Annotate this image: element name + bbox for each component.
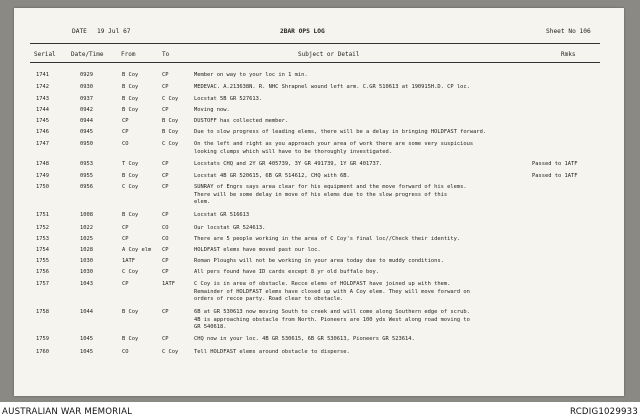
serial-number: 1754: [36, 247, 49, 253]
entry-time: 0950: [80, 141, 93, 147]
entry-time: 1008: [80, 212, 93, 218]
entry-to: CP: [162, 184, 169, 190]
entry-to: B Coy: [162, 118, 179, 124]
entry-from: CP: [122, 236, 129, 242]
serial-number: 1747: [36, 141, 49, 147]
subject-line: Tell HOLDFAST elems around obstacle to disperse.: [194, 349, 350, 355]
subject-line: Locstat 4B GR 520615, 6B GR 514612, CHQ with 6B.: [194, 173, 350, 179]
subject-line: MEDEVAC. A.213638N. R. NHC Shrapnel wound left arm. C.GR 510613 at 190915H.D. CP loc.: [194, 84, 470, 90]
entry-from: B Coy: [122, 96, 139, 102]
entry-time: 0945: [80, 129, 93, 135]
col-to: To: [162, 51, 170, 58]
entry-from: C Coy: [122, 184, 139, 190]
entry-time: 1028: [80, 247, 93, 253]
serial-number: 1743: [36, 96, 49, 102]
entry-time: 0929: [80, 72, 93, 78]
entry-from: CP: [122, 225, 129, 231]
subject-line: There will be some delay in move of his elems due to the slow progress of this: [194, 191, 448, 198]
entry-from: CO: [122, 141, 129, 147]
entry-time: 1043: [80, 281, 93, 287]
entry-time: 0953: [80, 161, 93, 167]
subject-line: looking clumps which will have to be thoroughly investigated.: [194, 148, 392, 155]
serial-number: 1749: [36, 173, 49, 179]
serial-number: 1750: [36, 184, 49, 190]
subject-line: All pers found have ID cards except 8 yr old buffalo boy.: [194, 269, 379, 275]
subject-line: HOLDFAST elems have moved past our loc.: [194, 247, 321, 253]
entry-from: CP: [122, 281, 129, 287]
entry-to: CP: [162, 161, 169, 167]
subject-line: 6B at GR 530613 now moving South to creek and will come along Southern edge of scrub.: [194, 309, 470, 315]
entry-time: 1022: [80, 225, 93, 231]
entry-from: CP: [122, 118, 129, 124]
entry-time: 0944: [80, 118, 93, 124]
entry-to: CP: [162, 212, 169, 218]
entry-to: CP: [162, 84, 169, 90]
serial-number: 1757: [36, 281, 49, 287]
subject-line: On the left and right as you approach your area of work there are some very suspicious: [194, 141, 474, 147]
entry-from: T Coy: [122, 161, 139, 167]
log-title: 2BAR OPS LOG: [280, 28, 325, 35]
serial-number: 1759: [36, 336, 49, 342]
entry-time: 1045: [80, 336, 93, 342]
entry-from: 1ATF: [122, 258, 135, 264]
entry-time: 0930: [80, 84, 93, 90]
entry-to: CP: [162, 309, 169, 315]
entry-to: CP: [162, 269, 169, 275]
sheet-number: Sheet No 106: [546, 28, 591, 35]
entry-from: B Coy: [122, 173, 139, 179]
subject-line: SUNRAY of Engrs says area clear for his equipment and the move forward of his elems.: [194, 184, 467, 190]
subject-line: Due to slow progress of leading elems, there will be a delay in bringing HOLDFAST forward.: [194, 129, 487, 135]
serial-number: 1758: [36, 309, 49, 315]
entry-to: CP: [162, 72, 169, 78]
entry-from: B Coy: [122, 336, 139, 342]
subject-line: orders of recce party. Road clear to obstacle.: [194, 296, 344, 303]
serial-number: 1745: [36, 118, 49, 124]
entry-from: B Coy: [122, 72, 139, 78]
subject-line: GR 540618.: [194, 324, 227, 331]
entry-to: CP: [162, 258, 169, 264]
subject-line: Locstat 5B GR 527613.: [194, 96, 263, 102]
entry-to: C Coy: [162, 96, 179, 102]
subject-line: Moving now.: [194, 107, 230, 113]
subject-line: CHQ now in your loc. 4B GR 530615, 6B GR 530613, Pioneers GR 523614.: [194, 336, 415, 342]
entry-time: 0942: [80, 107, 93, 113]
entry-from: B Coy: [122, 107, 139, 113]
serial-number: 1744: [36, 107, 49, 113]
col-remarks: Rmks: [561, 51, 576, 58]
serial-number: 1752: [36, 225, 49, 231]
entry-time: 1044: [80, 309, 93, 315]
archive-footer: [0, 402, 640, 419]
subject-line: Member on way to your loc in 1 min.: [194, 72, 308, 78]
entry-to: C Coy: [162, 349, 179, 355]
subject-line: DUSTOFF has collected member.: [194, 118, 289, 124]
subject-line: C Coy is in area of obstacle. Recce elems of HOLDFAST have joined up with them.: [194, 281, 451, 287]
entry-time: 1030: [80, 258, 93, 264]
serial-number: 1751: [36, 212, 49, 218]
entry-to: C Coy: [162, 141, 179, 147]
entry-time: 1025: [80, 236, 93, 242]
entry-time: 0937: [80, 96, 93, 102]
entry-to: CP: [162, 173, 169, 179]
entry-time: 1045: [80, 349, 93, 355]
serial-number: 1748: [36, 161, 49, 167]
entry-from: B Coy: [122, 309, 139, 315]
entry-from: CO: [122, 349, 129, 355]
remarks: Passed to 1ATF: [532, 173, 578, 179]
entry-to: CP: [162, 107, 169, 113]
date-value: 19 Jul 67: [97, 28, 131, 35]
entry-to: B Coy: [162, 129, 179, 135]
entry-from: B Coy: [122, 84, 139, 90]
archive-name: AUSTRALIAN WAR MEMORIAL: [2, 407, 133, 417]
serial-number: 1746: [36, 129, 49, 135]
entry-to: CO: [162, 236, 169, 242]
subject-line: Our locstat GR 524613.: [194, 225, 266, 231]
subject-line: 4B is approaching obstacle from North. Pioneers are 100 yds West along road moving to: [194, 316, 470, 323]
entry-to: CO: [162, 225, 169, 231]
entry-to: 1ATF: [162, 281, 175, 287]
header-rule-bottom: [30, 62, 600, 63]
header-rule-top: [30, 43, 600, 44]
col-from: From: [121, 51, 136, 58]
serial-number: 1753: [36, 236, 49, 242]
entry-time: 1030: [80, 269, 93, 275]
date-label: DATE: [72, 28, 87, 35]
serial-number: 1760: [36, 349, 49, 355]
entry-time: 0955: [80, 173, 93, 179]
subject-line: There are 5 people working in the area of C Coy's final loc//Check their identity.: [194, 236, 461, 242]
serial-number: 1756: [36, 269, 49, 275]
subject-line: Locstat GR 516613: [194, 212, 250, 218]
col-serial: Serial: [34, 51, 56, 58]
entry-from: A Coy elm: [122, 247, 152, 253]
remarks: Passed to 1ATF: [532, 161, 578, 167]
subject-line: Roman Ploughs will not be working in your area today due to muddy conditions.: [194, 258, 444, 264]
entry-from: C Coy: [122, 269, 139, 275]
entry-time: 0956: [80, 184, 93, 190]
subject-line: elem.: [194, 199, 211, 206]
entry-from: B Coy: [122, 212, 139, 218]
entry-to: CP: [162, 247, 169, 253]
col-subject: Subject or Detail: [298, 51, 360, 58]
subject-line: Remainder of HOLDFAST elems have closed up with A Coy elem. They will move forward on: [194, 288, 470, 295]
log-sheet: [14, 8, 624, 396]
serial-number: 1741: [36, 72, 49, 78]
entry-to: CP: [162, 336, 169, 342]
archive-id: RCDIG1029933: [569, 407, 638, 417]
subject-line: Locstats CHQ and 2Y GR 405739, 3Y GR 491739, 1Y GR 401737.: [194, 161, 383, 167]
entry-from: CP: [122, 129, 129, 135]
serial-number: 1742: [36, 84, 49, 90]
serial-number: 1755: [36, 258, 49, 264]
col-datetime: Date/Time: [71, 51, 104, 58]
